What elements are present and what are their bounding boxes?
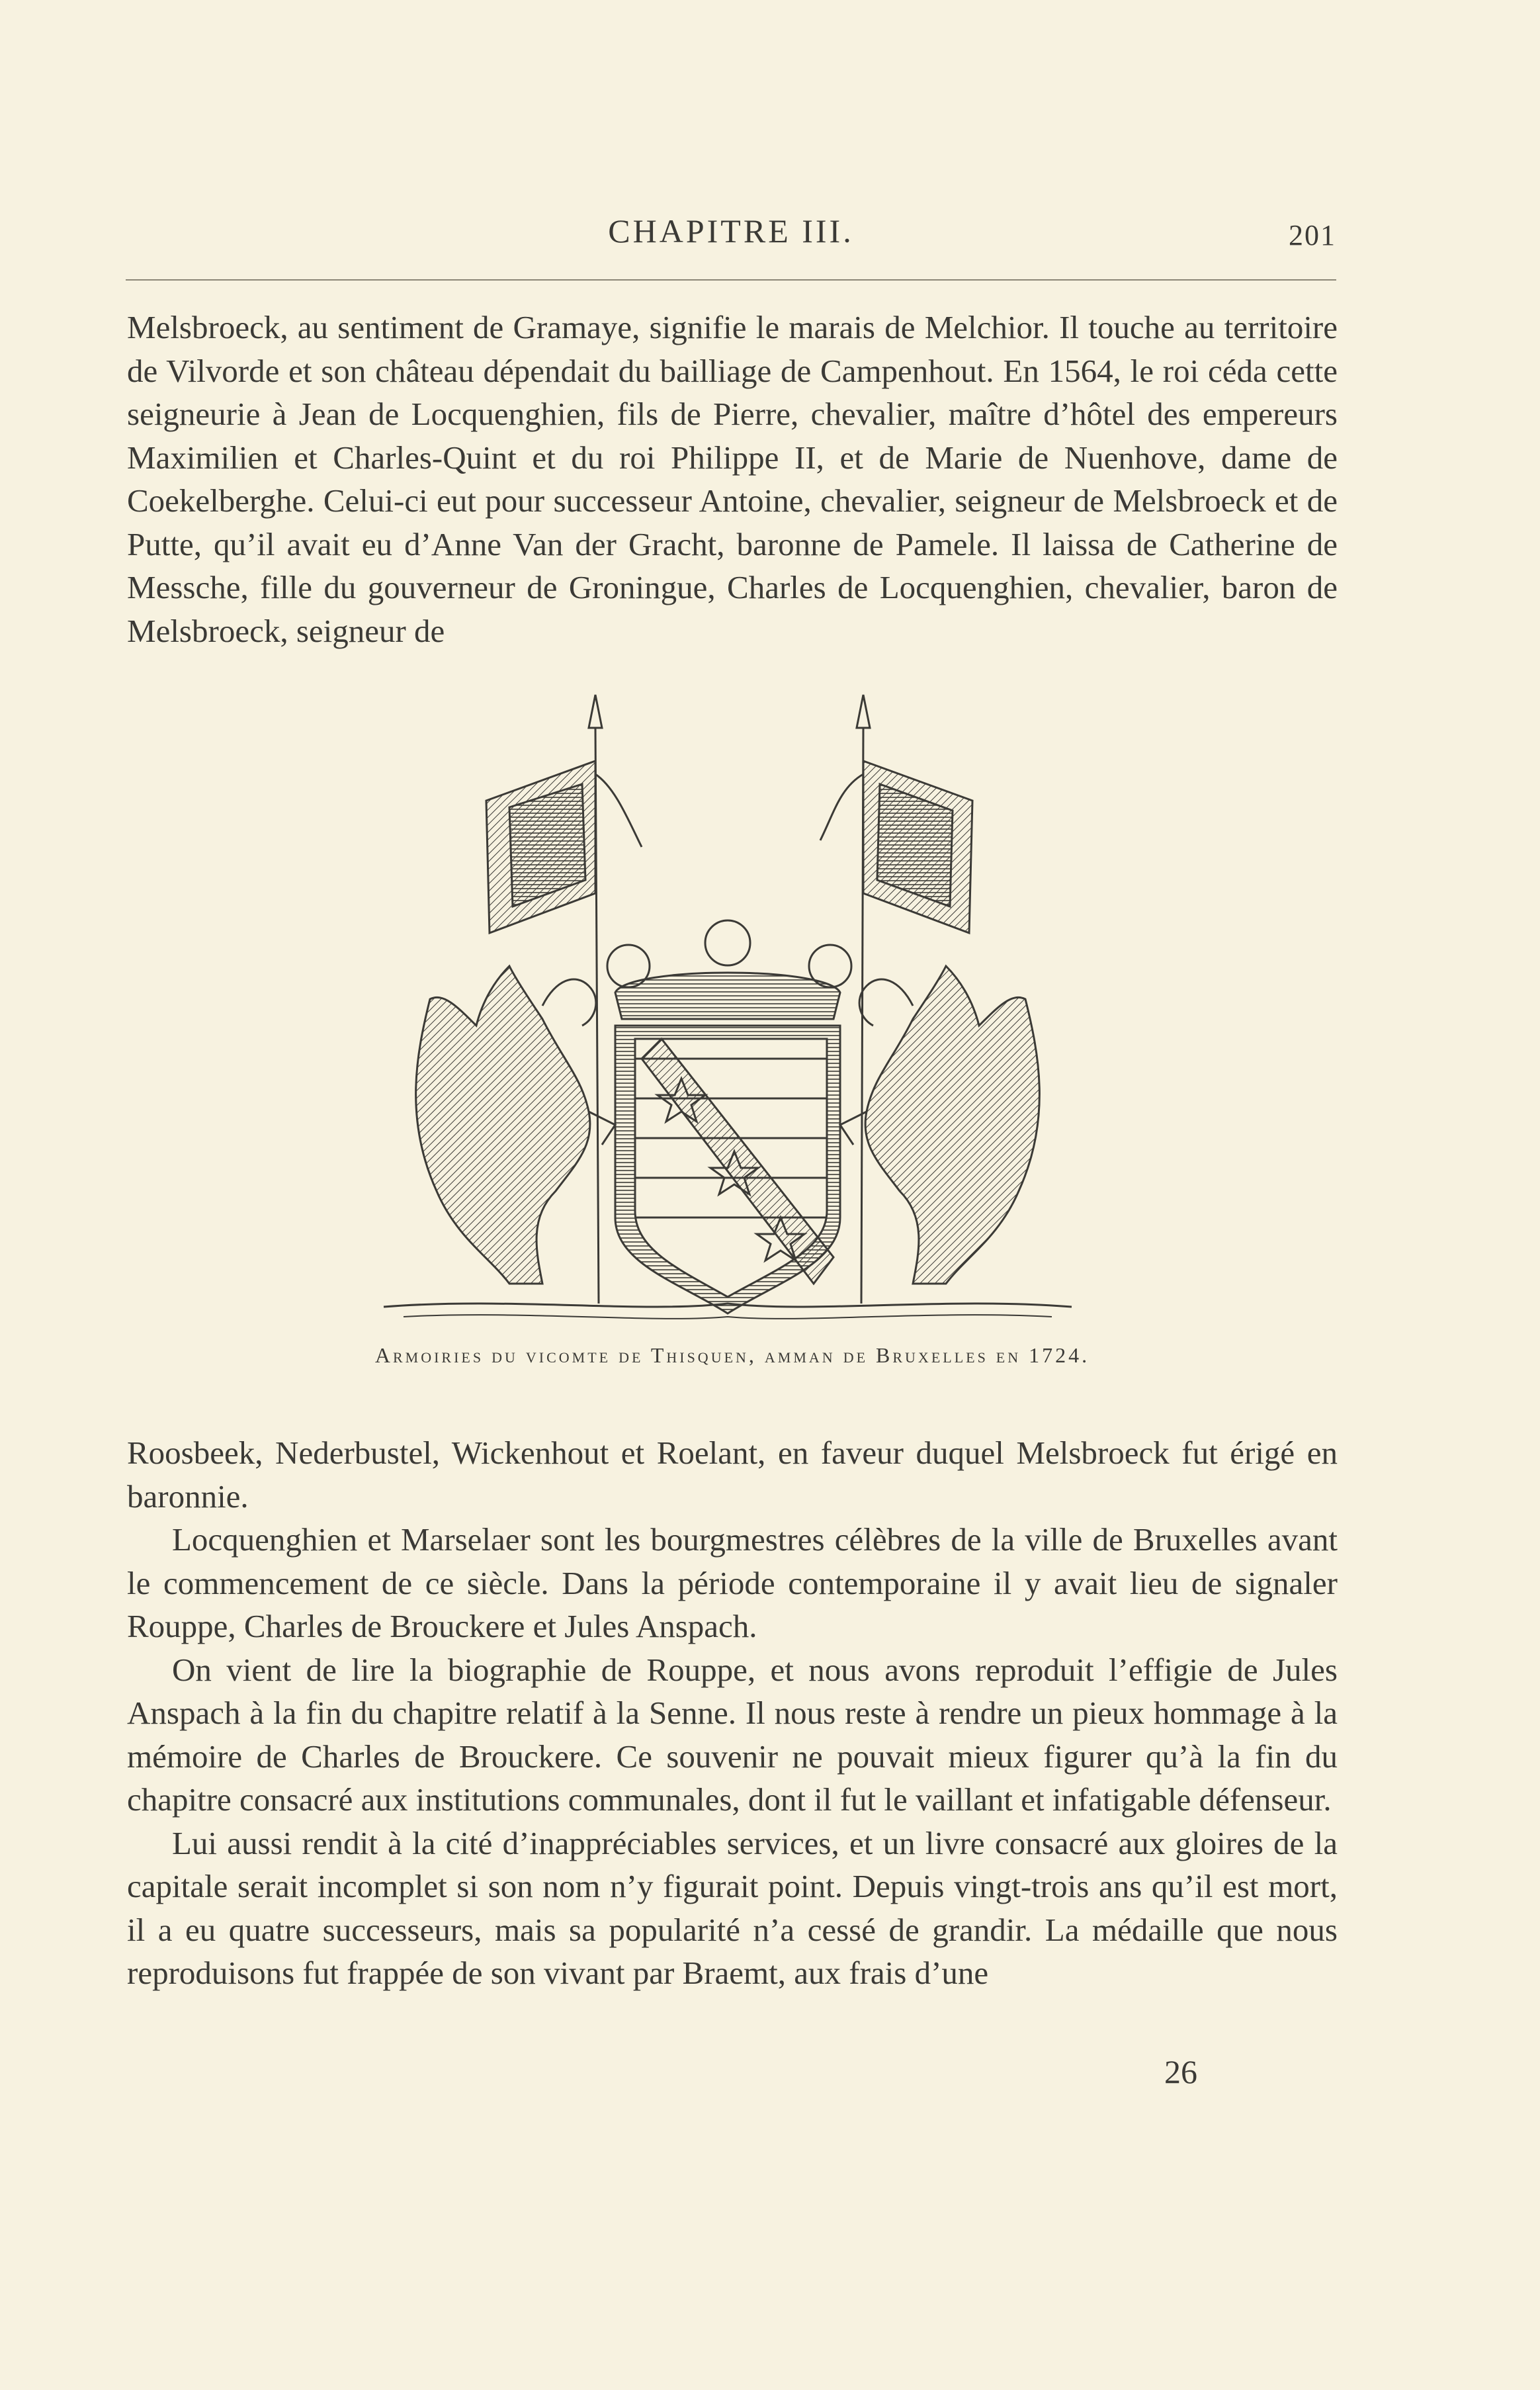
figure-caption: Armoiries du vicomte de Thisquen, amman de Bruxelles en 1724. (374, 1343, 1090, 1367)
signature-mark: 26 (1164, 2053, 1197, 2090)
top-text-block (127, 306, 1338, 652)
chapter-title: CHAPITRE III. (608, 212, 854, 249)
running-head (126, 212, 1336, 251)
paragraph: Lui aussi rendit à la cité d’inappréciables services, et un livre consacré aux gloires de la capitale serait incomplet si son nom n’y figurait point. Depuis vingt-trois ans qu’il est mort, il a eu quatre successeurs, mais sa popularité n’a cessé de grandir. La médaille que nous reproduisons fut frappée de son vivant par Braemt, aux frais d’une (127, 1824, 1338, 1991)
paragraph: Melsbroeck, au sentiment de Gramaye, signifie le marais de Melchior. Il touche au territoire de Vilvorde et son château dépendait du bailliage de Campenhout. En 1564, le roi céda cette seigneurie à Jean de Locquenghien, fils de Pierre, chevalier, maître d’hôtel des empereurs Maximilien et Charles-Quint et du roi Philippe II, et de Marie de Nuenhove, dame de Coekelberghe. Celui-ci eut pour successeur Antoine, chevalier, seigneur de Melsbroeck et de Putte, qu’il avait eu d’Anne Van der Gracht, baronne de Pamele. Il laissa de Catherine de Messche, fille du gouverneur de Groningue, Charles de Locquenghien, chevalier, baron de Melsbroeck, seigneur de (127, 309, 1338, 649)
paragraph: Locquenghien et Marselaer sont les bourgmestres célèbres de la ville de Bruxelles avant le commencement de ce siècle. Dans la période contemporaine il y avait lieu de signaler Rouppe, Charles de Brouckere et Jules Anspach. (127, 1521, 1338, 1644)
coat-of-arms-engraving (377, 688, 1078, 1323)
paragraph: Roosbeek, Nederbustel, Wickenhout et Roelant, en faveur duquel Melsbroeck fut érigé en baronnie. (127, 1435, 1338, 1515)
header-rule (126, 279, 1336, 281)
bottom-text-block (127, 1431, 1338, 1995)
page-number: 201 (1289, 219, 1336, 251)
paragraph: On vient de lire la biographie de Rouppe, et nous avons reproduit l’effigie de Jules Anspach à la fin du chapitre relatif à la Senne. Il nous reste à rendre un pieux hommage à la mémoire de Charles de Brouckere. Ce souvenir ne pouvait mieux figurer qu’à la fin du chapitre consacré aux institutions communales, dont il fut le vaillant et infatigable défenseur. (127, 1651, 1338, 1818)
